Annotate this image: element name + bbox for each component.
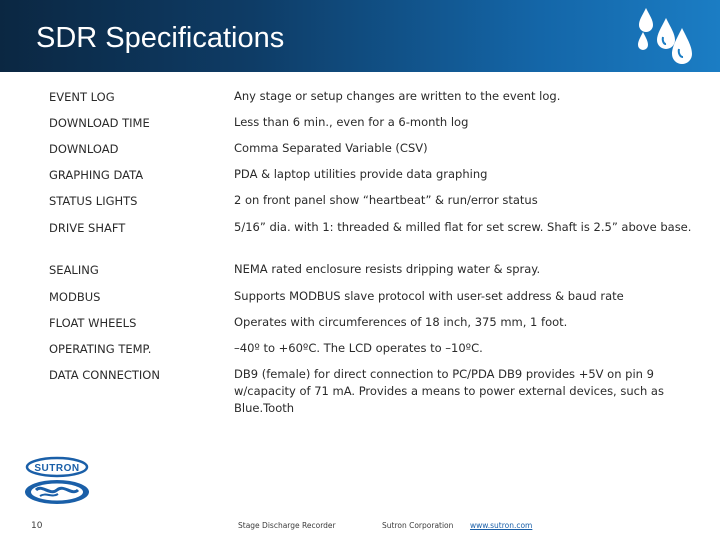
sutron-logo	[22, 456, 92, 506]
spec-label: MODBUS	[49, 290, 101, 304]
page-title: SDR Specifications	[36, 22, 285, 54]
footer-website-link[interactable]: www.sutron.com	[470, 521, 533, 530]
footer-company: Sutron Corporation	[382, 521, 454, 530]
spec-value: Any stage or setup changes are written to the event log.	[234, 89, 561, 103]
spec-label: FLOAT WHEELS	[49, 316, 137, 330]
spec-label: STATUS LIGHTS	[49, 194, 138, 208]
logo-text: SUTRON	[34, 463, 80, 474]
page-number: 10	[31, 521, 43, 531]
spec-value: Operates with circumferences of 18 inch, 375 mm, 1 foot.	[234, 315, 568, 329]
spec-value: Less than 6 min., even for a 6-month log	[234, 115, 469, 129]
spec-value: –40º to +60ºC. The LCD operates to –10ºC.	[234, 341, 483, 355]
spec-value: Comma Separated Variable (CSV)	[234, 141, 428, 155]
spec-label: SEALING	[49, 263, 99, 277]
spec-value: 5/16” dia. with 1: threaded & milled flat for set screw. Shaft is 2.5” above base.	[234, 220, 692, 234]
spec-label: OPERATING TEMP.	[49, 342, 152, 356]
spec-label: GRAPHING DATA	[49, 168, 144, 182]
spec-value: 2 on front panel show “heartbeat” & run/error status	[234, 193, 538, 207]
spec-label: EVENT LOG	[49, 90, 115, 104]
spec-label: DATA CONNECTION	[49, 368, 160, 382]
spec-label: DOWNLOAD TIME	[49, 116, 150, 130]
spec-value: NEMA rated enclosure resists dripping water & spray.	[234, 262, 541, 276]
spec-label: DOWNLOAD	[49, 142, 119, 156]
spec-value: Supports MODBUS slave protocol with user-set address & baud rate	[234, 289, 624, 303]
spec-value: PDA & laptop utilities provide data graphing	[234, 167, 488, 181]
spec-value: DB9 (female) for direct connection to PC/PDA DB9 provides +5V on pin 9 w/capacity of 71 mA. Provides a means to power external devices, such as Blue.Tooth	[234, 367, 664, 415]
spec-label: DRIVE SHAFT	[49, 221, 126, 235]
title-banner	[0, 0, 720, 72]
water-drops-icon	[632, 4, 696, 68]
footer-product: Stage Discharge Recorder	[238, 521, 336, 530]
